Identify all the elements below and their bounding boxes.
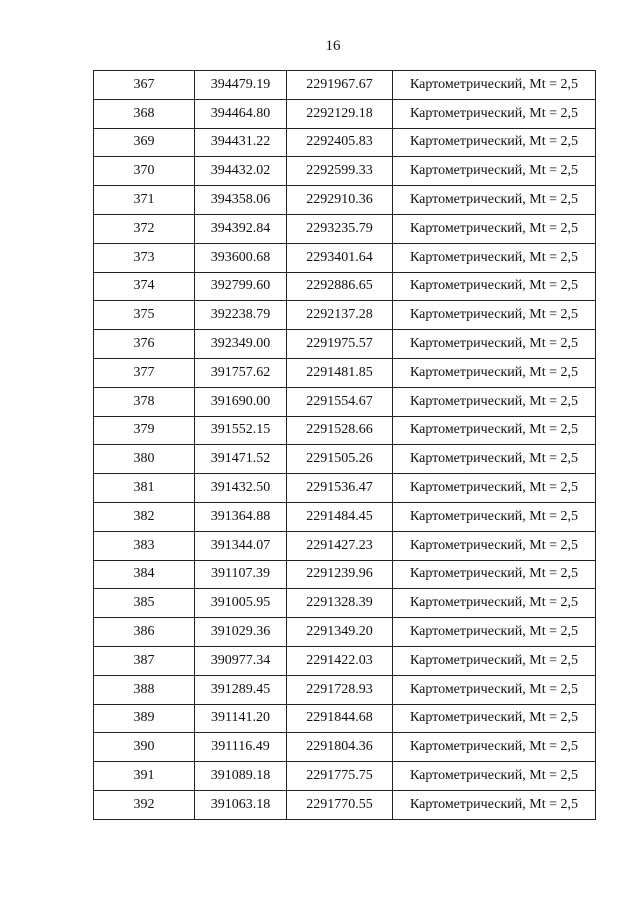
point-number-cell: 381 [94, 474, 195, 503]
point-number-cell: 379 [94, 416, 195, 445]
y-coordinate-cell: 2291239.96 [287, 560, 393, 589]
point-number-cell: 375 [94, 301, 195, 330]
method-cell: Картометрический, Mt = 2,5 [393, 531, 596, 560]
y-coordinate-cell: 2291975.57 [287, 330, 393, 359]
method-cell: Картометрический, Mt = 2,5 [393, 502, 596, 531]
table-row [94, 214, 596, 243]
y-coordinate-cell: 2291349.20 [287, 618, 393, 647]
method-cell: Картометрический, Mt = 2,5 [393, 560, 596, 589]
y-coordinate-cell: 2291804.36 [287, 733, 393, 762]
table-row [94, 531, 596, 560]
method-cell: Картометрический, Mt = 2,5 [393, 618, 596, 647]
point-number-cell: 386 [94, 618, 195, 647]
x-coordinate-cell: 391063.18 [195, 790, 287, 819]
coordinates-table [93, 70, 596, 820]
y-coordinate-cell: 2293235.79 [287, 214, 393, 243]
table-row [94, 733, 596, 762]
coordinates-table-body [94, 71, 596, 820]
table-row [94, 675, 596, 704]
table-row [94, 387, 596, 416]
x-coordinate-cell: 391289.45 [195, 675, 287, 704]
page-number: 16 [325, 38, 341, 54]
y-coordinate-cell: 2291481.85 [287, 358, 393, 387]
table-row [94, 762, 596, 791]
method-cell: Картометрический, Mt = 2,5 [393, 128, 596, 157]
x-coordinate-cell: 393600.68 [195, 243, 287, 272]
x-coordinate-cell: 391141.20 [195, 704, 287, 733]
method-cell: Картометрический, Mt = 2,5 [393, 416, 596, 445]
table-row [94, 445, 596, 474]
table-row [94, 589, 596, 618]
y-coordinate-cell: 2291427.23 [287, 531, 393, 560]
x-coordinate-cell: 391344.07 [195, 531, 287, 560]
table-row [94, 704, 596, 733]
table-row [94, 186, 596, 215]
method-cell: Картометрический, Mt = 2,5 [393, 243, 596, 272]
x-coordinate-cell: 394432.02 [195, 157, 287, 186]
x-coordinate-cell: 394464.80 [195, 99, 287, 128]
x-coordinate-cell: 391690.00 [195, 387, 287, 416]
point-number-cell: 390 [94, 733, 195, 762]
point-number-cell: 370 [94, 157, 195, 186]
y-coordinate-cell: 2292910.36 [287, 186, 393, 215]
y-coordinate-cell: 2291484.45 [287, 502, 393, 531]
method-cell: Картометрический, Mt = 2,5 [393, 387, 596, 416]
method-cell: Картометрический, Mt = 2,5 [393, 733, 596, 762]
point-number-cell: 387 [94, 646, 195, 675]
point-number-cell: 382 [94, 502, 195, 531]
point-number-cell: 376 [94, 330, 195, 359]
point-number-cell: 392 [94, 790, 195, 819]
method-cell: Картометрический, Mt = 2,5 [393, 646, 596, 675]
y-coordinate-cell: 2291328.39 [287, 589, 393, 618]
point-number-cell: 368 [94, 99, 195, 128]
method-cell: Картометрический, Mt = 2,5 [393, 186, 596, 215]
method-cell: Картометрический, Mt = 2,5 [393, 790, 596, 819]
method-cell: Картометрический, Mt = 2,5 [393, 157, 596, 186]
x-coordinate-cell: 394479.19 [195, 71, 287, 100]
x-coordinate-cell: 391005.95 [195, 589, 287, 618]
table-row [94, 502, 596, 531]
point-number-cell: 388 [94, 675, 195, 704]
method-cell: Картометрический, Mt = 2,5 [393, 330, 596, 359]
table-row [94, 474, 596, 503]
y-coordinate-cell: 2292129.18 [287, 99, 393, 128]
table-row [94, 560, 596, 589]
x-coordinate-cell: 391029.36 [195, 618, 287, 647]
method-cell: Картометрический, Mt = 2,5 [393, 704, 596, 733]
method-cell: Картометрический, Mt = 2,5 [393, 762, 596, 791]
method-cell: Картометрический, Mt = 2,5 [393, 675, 596, 704]
method-cell: Картометрический, Mt = 2,5 [393, 358, 596, 387]
y-coordinate-cell: 2291967.67 [287, 71, 393, 100]
x-coordinate-cell: 392238.79 [195, 301, 287, 330]
method-cell: Картометрический, Mt = 2,5 [393, 272, 596, 301]
x-coordinate-cell: 394392.84 [195, 214, 287, 243]
point-number-cell: 369 [94, 128, 195, 157]
x-coordinate-cell: 392349.00 [195, 330, 287, 359]
table-row [94, 618, 596, 647]
point-number-cell: 389 [94, 704, 195, 733]
method-cell: Картометрический, Mt = 2,5 [393, 445, 596, 474]
point-number-cell: 380 [94, 445, 195, 474]
x-coordinate-cell: 391089.18 [195, 762, 287, 791]
y-coordinate-cell: 2292599.33 [287, 157, 393, 186]
method-cell: Картометрический, Mt = 2,5 [393, 474, 596, 503]
table-row [94, 790, 596, 819]
point-number-cell: 371 [94, 186, 195, 215]
point-number-cell: 378 [94, 387, 195, 416]
method-cell: Картометрический, Mt = 2,5 [393, 214, 596, 243]
x-coordinate-cell: 391107.39 [195, 560, 287, 589]
x-coordinate-cell: 391471.52 [195, 445, 287, 474]
y-coordinate-cell: 2291844.68 [287, 704, 393, 733]
point-number-cell: 367 [94, 71, 195, 100]
y-coordinate-cell: 2291728.93 [287, 675, 393, 704]
y-coordinate-cell: 2291770.55 [287, 790, 393, 819]
x-coordinate-cell: 391116.49 [195, 733, 287, 762]
method-cell: Картометрический, Mt = 2,5 [393, 99, 596, 128]
table-row [94, 71, 596, 100]
table-row [94, 128, 596, 157]
y-coordinate-cell: 2292886.65 [287, 272, 393, 301]
x-coordinate-cell: 390977.34 [195, 646, 287, 675]
y-coordinate-cell: 2291775.75 [287, 762, 393, 791]
table-row [94, 99, 596, 128]
table-row [94, 330, 596, 359]
point-number-cell: 377 [94, 358, 195, 387]
x-coordinate-cell: 391432.50 [195, 474, 287, 503]
x-coordinate-cell: 391364.88 [195, 502, 287, 531]
table-row [94, 272, 596, 301]
point-number-cell: 384 [94, 560, 195, 589]
y-coordinate-cell: 2291505.26 [287, 445, 393, 474]
method-cell: Картометрический, Mt = 2,5 [393, 301, 596, 330]
x-coordinate-cell: 391757.62 [195, 358, 287, 387]
table-row [94, 358, 596, 387]
y-coordinate-cell: 2292137.28 [287, 301, 393, 330]
table-row [94, 416, 596, 445]
y-coordinate-cell: 2291554.67 [287, 387, 393, 416]
y-coordinate-cell: 2291422.03 [287, 646, 393, 675]
table-row [94, 157, 596, 186]
x-coordinate-cell: 394358.06 [195, 186, 287, 215]
point-number-cell: 374 [94, 272, 195, 301]
point-number-cell: 373 [94, 243, 195, 272]
x-coordinate-cell: 394431.22 [195, 128, 287, 157]
table-row [94, 243, 596, 272]
y-coordinate-cell: 2291528.66 [287, 416, 393, 445]
y-coordinate-cell: 2291536.47 [287, 474, 393, 503]
point-number-cell: 391 [94, 762, 195, 791]
point-number-cell: 383 [94, 531, 195, 560]
x-coordinate-cell: 392799.60 [195, 272, 287, 301]
method-cell: Картометрический, Mt = 2,5 [393, 71, 596, 100]
point-number-cell: 372 [94, 214, 195, 243]
table-row [94, 646, 596, 675]
method-cell: Картометрический, Mt = 2,5 [393, 589, 596, 618]
point-number-cell: 385 [94, 589, 195, 618]
y-coordinate-cell: 2292405.83 [287, 128, 393, 157]
y-coordinate-cell: 2293401.64 [287, 243, 393, 272]
table-row [94, 301, 596, 330]
x-coordinate-cell: 391552.15 [195, 416, 287, 445]
